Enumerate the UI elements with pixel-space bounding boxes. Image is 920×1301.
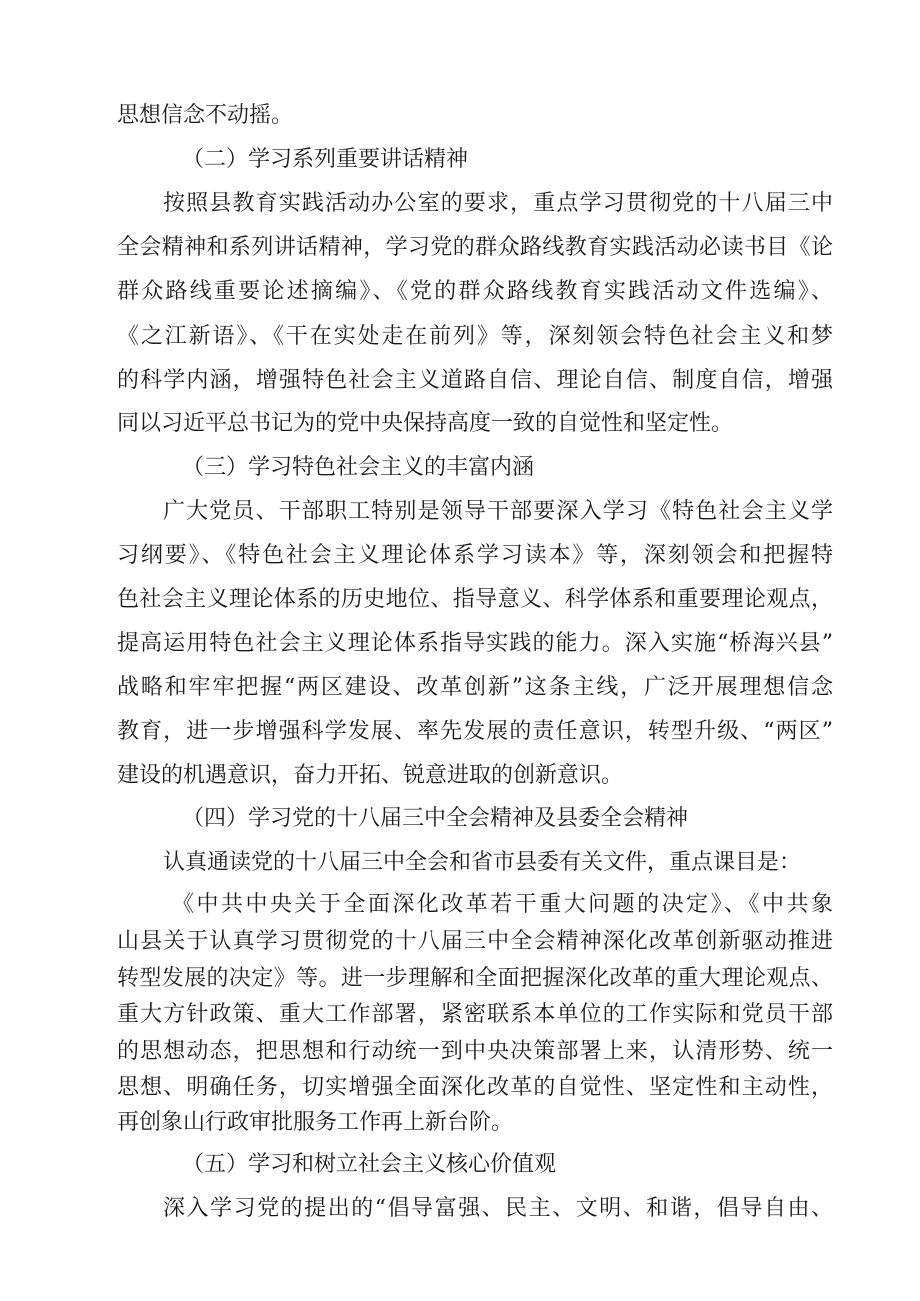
paragraph-line: 色社会主义理论体系的历史地位、指导意义、科学体系和重要理论观点， (117, 587, 833, 612)
paragraph-line: 《之江新语》、《干在实处走在前列》等，深刻领会特色社会主义和梦 (117, 324, 833, 349)
section-heading-3: （三）学习特色社会主义的丰富内涵 (182, 455, 535, 480)
section-heading-2: （二）学习系列重要讲话精神 (182, 147, 469, 172)
paragraph-line: 重大方针政策、重大工作部署，紧密联系本单位的工作实际和党员干部 (117, 1002, 833, 1027)
paragraph-line: 全会精神和系列讲话精神，学习党的群众路线教育实践活动必读书目《论 (117, 235, 833, 260)
paragraph-line: 习纲要》、《特色社会主义理论体系学习读本》等，深刻领会和把握特 (117, 543, 833, 568)
paragraph-line: 山县关于认真学习贯彻党的十八届三中全会精神深化改革创新驱动推进 (117, 929, 833, 954)
paragraph-line: 的科学内涵，增强特色社会主义道路自信、理论自信、制度自信，增强 (117, 368, 833, 393)
paragraph-line: 《中共中央关于全面深化改革若干重大问题的决定》、《中共象 (172, 892, 833, 917)
paragraph-line: 转型发展的决定》等。进一步理解和全面把握深化改革的重大理论观点、 (117, 966, 833, 991)
paragraph-line: 思想、明确任务，切实增强全面深化改革的自觉性、坚定性和主动性， (117, 1075, 833, 1100)
paragraph-line: 教育，进一步增强科学发展、率先发展的责任意识，转型升级、“两区” (117, 719, 833, 744)
section-heading-4: （四）学习党的十八届三中全会精神及县委全会精神 (182, 806, 689, 831)
section-heading-5: （五）学习和树立社会主义核心价值观 (182, 1152, 557, 1177)
paragraph-line: 同以习近平总书记为的党中央保持高度一致的自觉性和坚定性。 (117, 411, 734, 436)
paragraph-line: 提高运用特色社会主义理论体系指导实践的能力。深入实施“桥海兴县” (117, 631, 833, 656)
paragraph-line: 群众路线重要论述摘编》、《党的群众路线教育实践活动文件选编》、 (117, 279, 833, 304)
paragraph-line: 建设的机遇意识，奋力开拓、锐意进取的创新意识。 (117, 763, 624, 788)
paragraph-line: 广大党员、干部职工特别是领导干部要深入学习《特色社会主义学 (163, 499, 833, 524)
paragraph-line: 战略和牢牢把握“两区建设、改革创新”这条主线，广泛开展理想信念 (117, 675, 833, 700)
paragraph-line: 的思想动态，把思想和行动统一到中央决策部署上来，认清形势、统一 (117, 1039, 833, 1064)
paragraph-line: 认真通读党的十八届三中全会和省市县委有关文件，重点课目是： (163, 850, 802, 875)
paragraph-line: 按照县教育实践活动办公室的要求，重点学习贯彻党的十八届三中 (163, 191, 833, 216)
paragraph-line: 思想信念不动摇。 (117, 103, 294, 128)
paragraph-line: 深入学习党的提出的“倡导富强、民主、文明、和谐，倡导自由、 (163, 1196, 833, 1221)
paragraph-line: 再创象山行政审批服务工作再上新台阶。 (117, 1110, 514, 1135)
